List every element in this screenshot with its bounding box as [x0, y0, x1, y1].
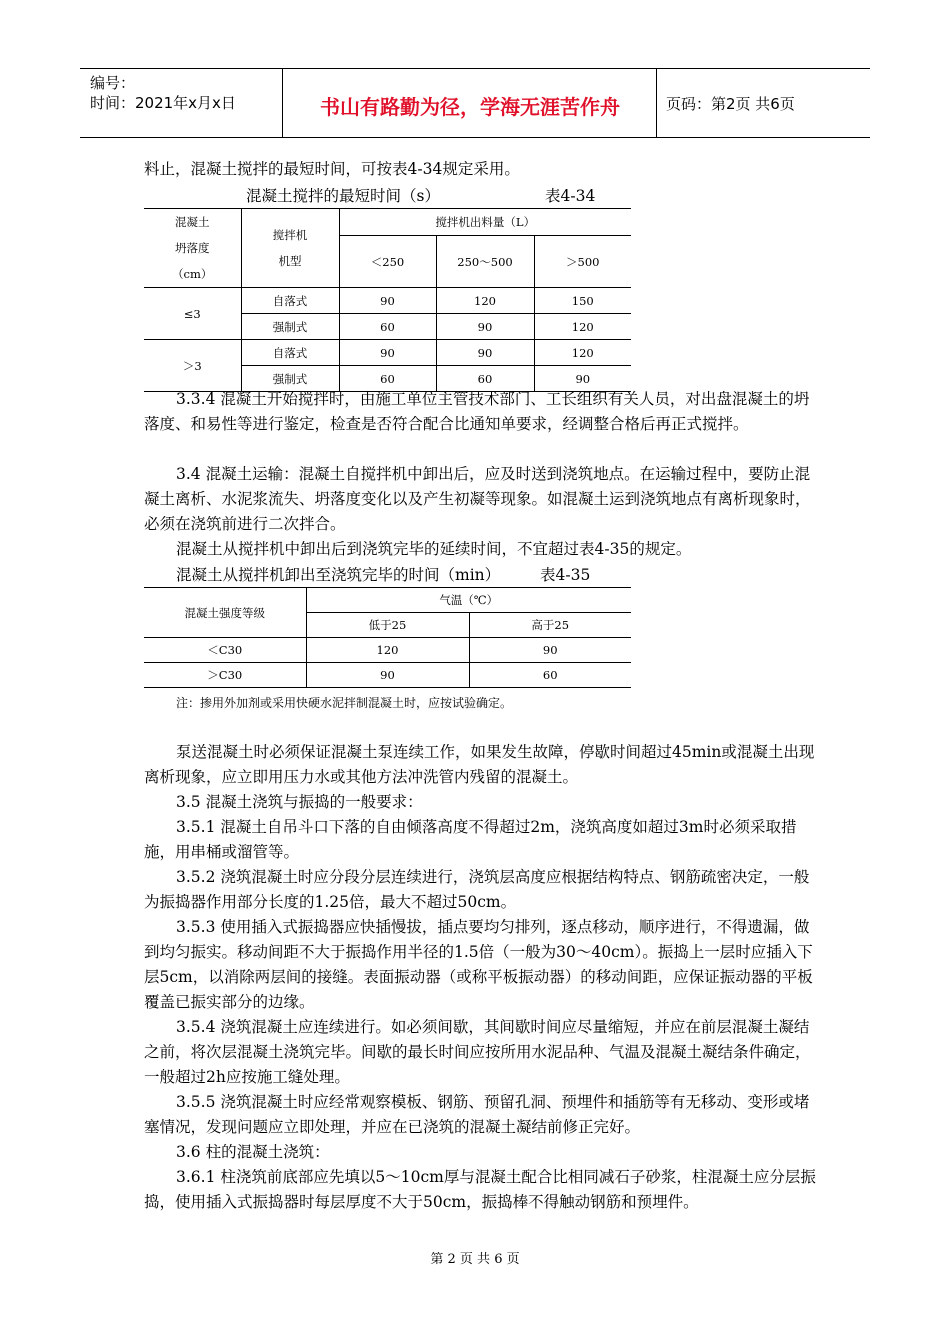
para-pumping: 泵送混凝土时必须保证混凝土泵连续工作，如果发生故障，停歇时间超过45min或混凝土出现离析现象，应立即用压力水或其他方法冲洗管内残留的混凝土。: [144, 743, 815, 786]
table1-caption: 混凝土搅拌的最短时间（s）: [246, 187, 440, 205]
sub-header: ＜250: [339, 236, 436, 288]
value-cell: 90: [436, 314, 534, 340]
value-cell: 90: [339, 288, 436, 314]
page-header: [80, 68, 870, 138]
value-cell: 90: [534, 366, 631, 392]
header-grade: 混凝土强度等级: [144, 588, 306, 638]
mixer-type-cell: 强制式: [241, 366, 339, 392]
value-cell: 90: [339, 340, 436, 366]
mixer-type-cell: 强制式: [241, 314, 339, 340]
para-3-6: 3.6 柱的混凝土浇筑：: [176, 1143, 330, 1161]
grade-cell: ＞C30: [144, 663, 306, 688]
table2-caption: 混凝土从搅拌机卸出至浇筑完毕的时间（min）: [176, 566, 501, 584]
table-mixing-time: [144, 208, 631, 392]
value-cell: 90: [436, 340, 534, 366]
value-cell: 150: [534, 288, 631, 314]
sub-header: 250～500: [436, 236, 534, 288]
value-cell: 90: [306, 663, 469, 688]
table1-number: 表4-34: [545, 187, 596, 205]
sub-header: 高于25: [469, 613, 631, 638]
table2-note: 注：掺用外加剂或采用快硬水泥拌制混凝土时，应按试验确定。: [176, 696, 513, 710]
value-cell: 60: [469, 663, 631, 688]
number-label: 编号：: [90, 74, 136, 92]
header-slump: 混凝土坍落度（cm）: [144, 209, 241, 288]
mixer-type-cell: 自落式: [241, 288, 339, 314]
sub-header: ＞500: [534, 236, 631, 288]
value-cell: 90: [469, 638, 631, 663]
para-3-3-4: 3.3.4 混凝土开始搅拌时，由施工单位主管技术部门、工长组织有关人员，对出盘混凝土的坍落度、和易性等进行鉴定，检查是否符合配合比通知单要求，经调整合格后再正式搅拌。: [144, 390, 810, 433]
grade-cell: ＜C30: [144, 638, 306, 663]
slump-cell: ＞3: [144, 340, 241, 392]
header-motto: 书山有路勤为径，学海无涯苦作舟: [320, 95, 620, 119]
header-meta: [90, 73, 236, 113]
para-3-5-3: 3.5.3 使用插入式振捣器应快插慢拔，插点要均匀排列，逐点移动，顺序进行，不得遗漏，做到均匀振实。移动间距不大于振捣作用半径的1.5倍（一般为30～40cm）。振捣上一层时应插入下层5cm，以消除两层间的接缝。表面振动器（或称平板振动器）的移动间距，应保证振动器的平板覆盖已振实部分的边缘。: [144, 918, 813, 1011]
table2-number: 表4-35: [540, 566, 591, 584]
mixer-type-cell: 自落式: [241, 340, 339, 366]
value-cell: 120: [436, 288, 534, 314]
para-3-4: 3.4 混凝土运输：混凝土自搅拌机中卸出后，应及时送到浇筑地点。在运输过程中，要防止混凝土离析、水泥浆流失、坍落度变化以及产生初凝等现象。如混凝土运到浇筑地点有离析现象时，必须在浇筑前进行二次拌合。: [144, 465, 811, 533]
para-3-5: 3.5 混凝土浇筑与振捣的一般要求：: [176, 793, 423, 811]
value-cell: 120: [534, 314, 631, 340]
value-cell: 120: [306, 638, 469, 663]
intro-text: 料止，混凝土搅拌的最短时间，可按表4-34规定采用。: [144, 160, 520, 178]
table-pouring-time: [144, 587, 631, 688]
para-3-5-1: 3.5.1 混凝土自吊斗口下落的自由倾落高度不得超过2m，浇筑高度如超过3m时必须采取措施，用串桶或溜管等。: [144, 818, 797, 861]
value-cell: 60: [339, 366, 436, 392]
sub-header: 低于25: [306, 613, 469, 638]
header-mixer-type: 搅拌机机型: [241, 209, 339, 288]
para-3-6-1: 3.6.1 柱浇筑前底部应先填以5～10cm厚与混凝土配合比相同减石子砂浆，柱混凝土应分层振捣，使用插入式振捣器时每层厚度不大于50cm，振捣棒不得触动钢筋和预埋件。: [144, 1168, 816, 1211]
value-cell: 60: [339, 314, 436, 340]
para-3-5-4: 3.5.4 浇筑混凝土应连续进行。如必须间歇，其间歇时间应尽量缩短，并应在前层混凝土凝结之前，将次层混凝土浇筑完毕。间歇的最长时间应按所用水泥品种、气温及混凝土凝结条件确定，一般超过2h应按施工缝处理。: [144, 1018, 811, 1086]
header-output: 搅拌机出料量（L）: [339, 209, 631, 236]
para-3-5-5: 3.5.5 浇筑混凝土时应经常观察模板、钢筋、预留孔洞、预埋件和插筋等有无移动、变形或堵塞情况，发现问题应立即处理，并应在已浇筑的混凝土凝结前修正完好。: [144, 1093, 810, 1136]
para-time-rule: 混凝土从搅拌机中卸出后到浇筑完毕的延续时间，不宜超过表4-35的规定。: [176, 540, 692, 558]
header-page-label: 页码：第2页 共6页: [666, 95, 795, 113]
value-cell: 60: [436, 366, 534, 392]
para-3-5-2: 3.5.2 浇筑混凝土时应分段分层连续进行，浇筑层高度应根据结构特点、钢筋疏密决定，一般为振捣器作用部分长度的1.25倍，最大不超过50cm。: [144, 868, 810, 911]
value-cell: 120: [534, 340, 631, 366]
slump-cell: ≤3: [144, 288, 241, 340]
page-footer: 第 2 页 共 6 页: [430, 1252, 520, 1267]
header-temperature: 气温（℃）: [306, 588, 631, 613]
time-label: 时间：2021年x月x日: [90, 94, 236, 112]
